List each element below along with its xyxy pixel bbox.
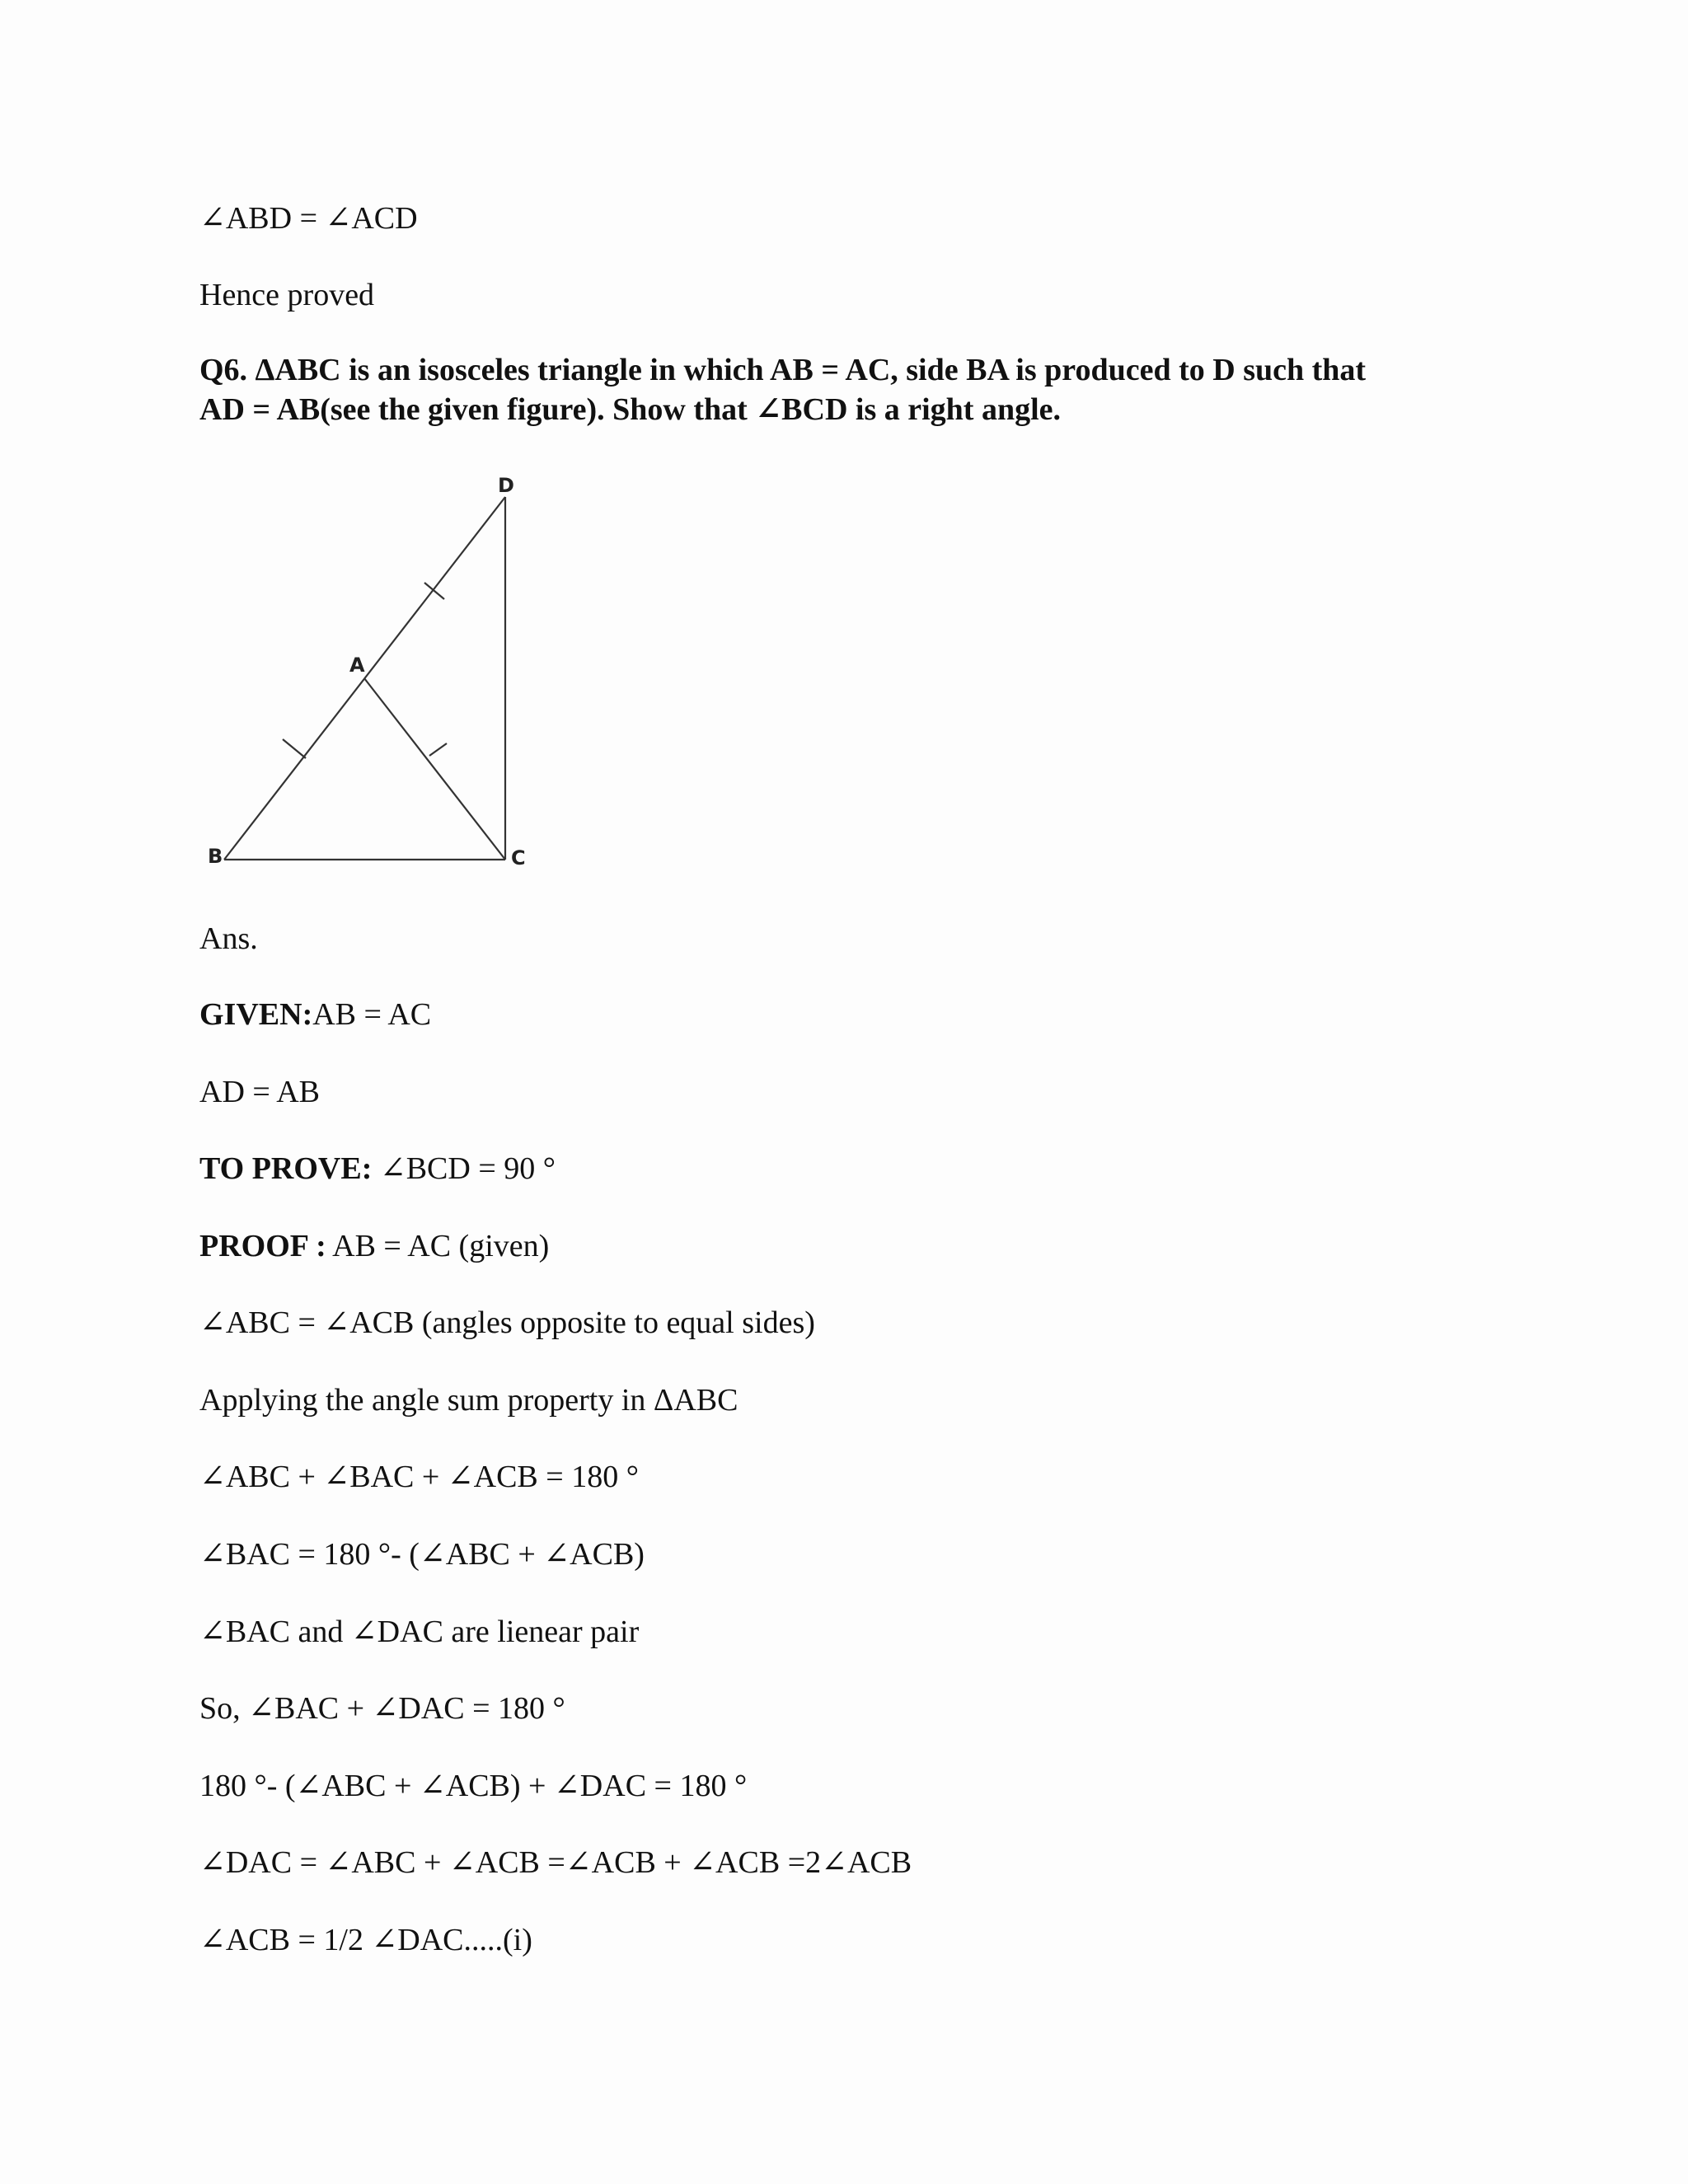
- line-ac: [364, 678, 505, 860]
- label-c: C: [511, 846, 526, 869]
- label-a: A: [349, 654, 365, 677]
- question-q6: [199, 350, 1366, 429]
- triangle-figure: [198, 466, 544, 878]
- question-line-2: AD = AB(see the given figure). Show that ∠BCD is a right angle.: [199, 392, 1061, 427]
- to-prove-label: TO PROVE:: [199, 1151, 373, 1186]
- proof-step-6: So, ∠BAC + ∠DAC = 180 °: [199, 1691, 565, 1726]
- tick-mark-ac: [429, 743, 447, 756]
- to-prove-line: [199, 1150, 556, 1188]
- proof-step-3: ∠ABC + ∠BAC + ∠ACB = 180 °: [199, 1460, 639, 1494]
- proof-step-1: ∠ABC = ∠ACB (angles opposite to equal sides): [199, 1305, 815, 1340]
- given-text: AB = AC: [312, 997, 432, 1032]
- label-b: B: [208, 845, 223, 868]
- proof-step-8: ∠DAC = ∠ABC + ∠ACB =∠ACB + ∠ACB =2∠ACB: [199, 1845, 912, 1880]
- given-line: [199, 996, 431, 1033]
- proof-text: AB = AC (given): [326, 1229, 550, 1263]
- text-abd-equals-acd: ∠ABD = ∠ACD: [199, 201, 418, 236]
- proof-line: [199, 1227, 549, 1265]
- proof-label: PROOF :: [199, 1229, 326, 1263]
- proof-step-4: ∠BAC = 180 °- (∠ABC + ∠ACB): [199, 1537, 645, 1572]
- proof-step-9: ∠ACB = 1/2 ∠DAC.....(i): [199, 1923, 532, 1957]
- question-line-1: Q6. ΔABC is an isosceles triangle in which AB = AC, side BA is produced to D such that: [199, 353, 1367, 387]
- given-label: GIVEN:: [199, 997, 313, 1032]
- text-hence-proved: Hence proved: [199, 278, 375, 312]
- text-ans: Ans.: [199, 921, 258, 956]
- tick-mark-ab: [283, 739, 306, 758]
- proof-step-7: 180 °- (∠ABC + ∠ACB) + ∠DAC = 180 °: [199, 1769, 748, 1803]
- label-d: D: [498, 474, 514, 497]
- proof-step-2: Applying the angle sum property in ΔABC: [199, 1383, 738, 1418]
- proof-step-5: ∠BAC and ∠DAC are lienear pair: [199, 1615, 640, 1649]
- to-prove-text: ∠BCD = 90 °: [372, 1151, 556, 1186]
- text-ad-equals-ab: AD = AB: [199, 1075, 321, 1109]
- triangle-diagram: [198, 466, 544, 878]
